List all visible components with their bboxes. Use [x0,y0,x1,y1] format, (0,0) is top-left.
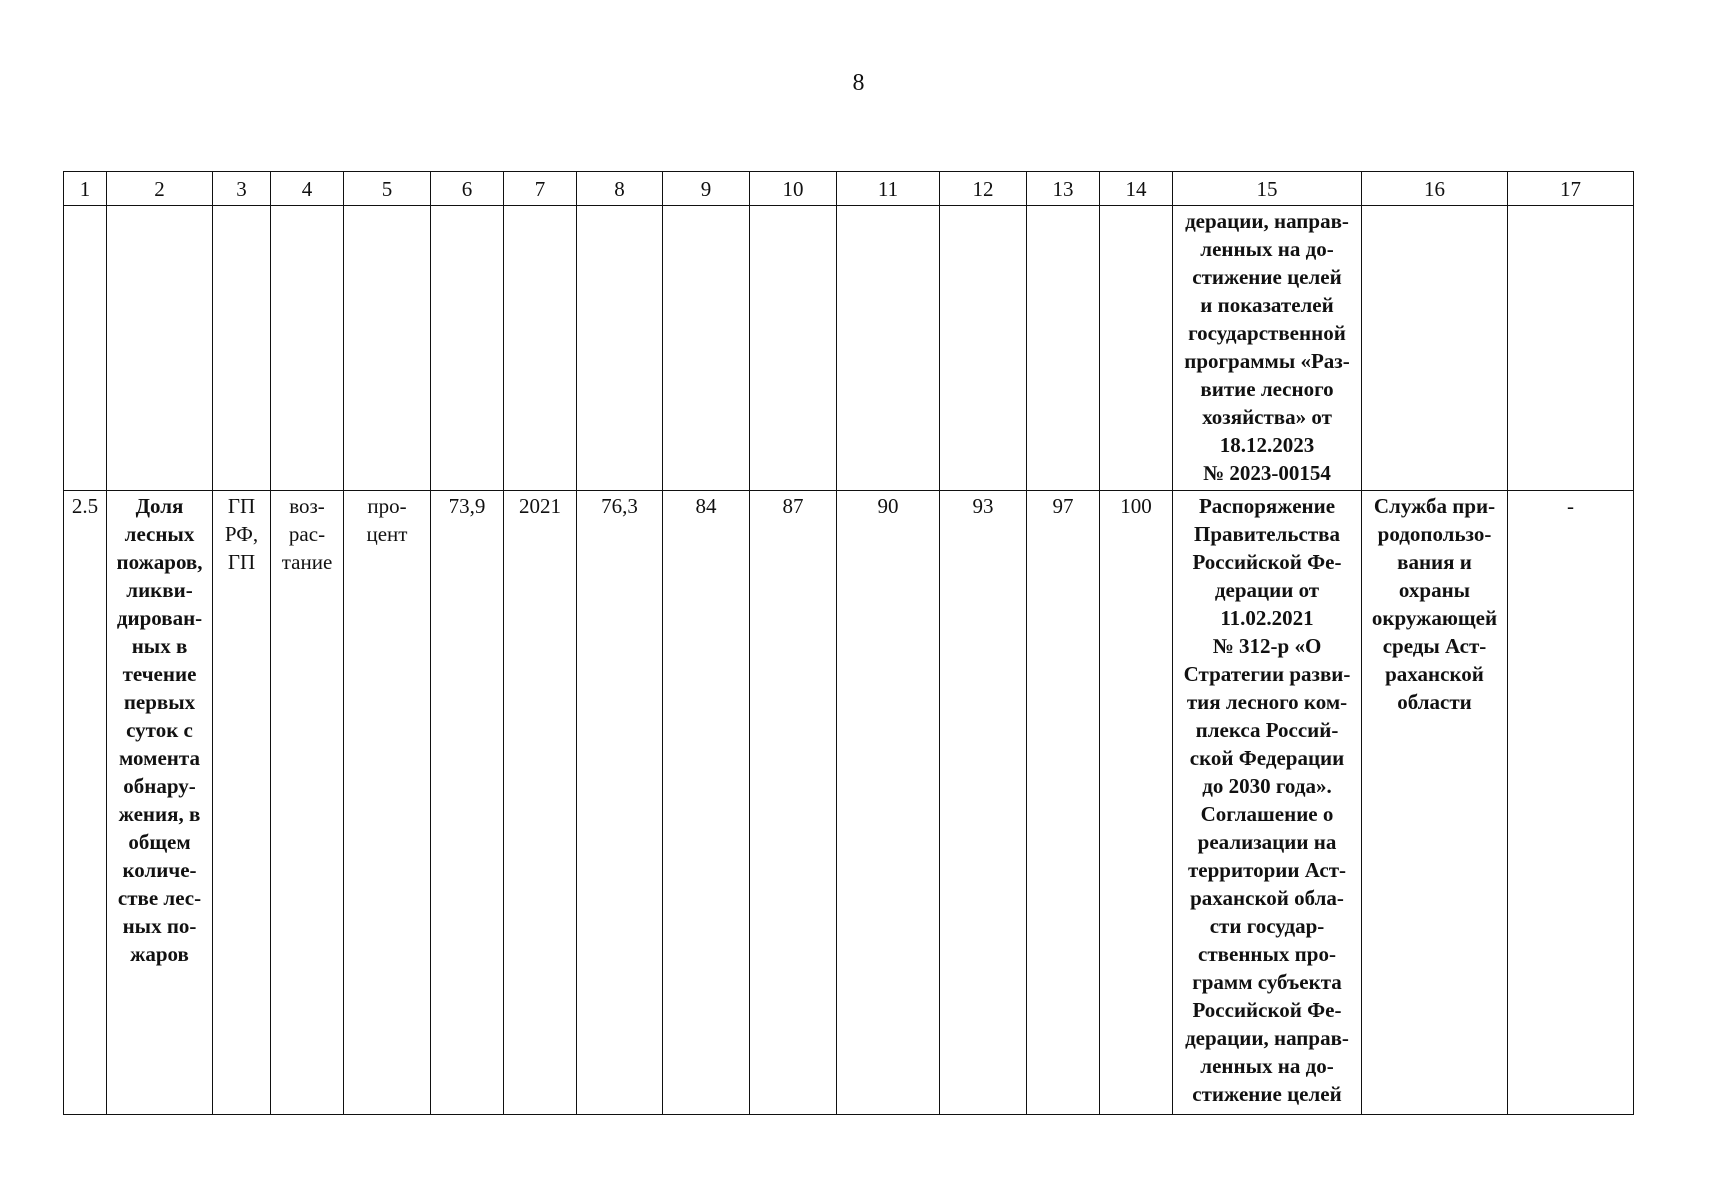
empty-cell [750,206,837,491]
header-cell: 15 [1173,172,1362,206]
empty-cell [577,206,663,491]
indicators-table [63,171,1634,1115]
responsible-cell: Служба при- родопользо- вания и охраны окружающей среды Аст- раханской области [1362,491,1508,1115]
value-cell: 84 [663,491,750,1115]
empty-cell [940,206,1027,491]
value-cell: 76,3 [577,491,663,1115]
continuation-row [64,206,1634,491]
base-year-cell: 2021 [504,491,577,1115]
col17-cell: - [1508,491,1634,1115]
page-number: 8 [852,70,865,96]
empty-cell [1027,206,1100,491]
empty-cell [1508,206,1634,491]
document-continuation-cell: дерации, направ- ленных на до- стижение целей и показателей государственной программы «Раз- витие лесного хозяйства» от 18.12.2023 № 2023-00154 [1173,206,1362,491]
document-cell: Распоряжение Правительства Российской Фе- дерации от 11.02.2021 № 312-р «О Стратегии разви- тия лесного ком- плекса Россий- ской Федерации до 2030 года». Соглашение о реализации на территории Аст- раханской обла- сти государ- ственных про- грамм субъекта Российской Фе- дерации, направ- ленных на до- стижение целей [1173,491,1362,1115]
header-cell: 14 [1100,172,1173,206]
trend-cell: воз- рас- тание [271,491,344,1115]
header-cell: 8 [577,172,663,206]
empty-cell [837,206,940,491]
empty-cell [1362,206,1508,491]
header-cell: 12 [940,172,1027,206]
empty-cell [504,206,577,491]
header-cell: 7 [504,172,577,206]
header-cell: 6 [431,172,504,206]
value-cell: 100 [1100,491,1173,1115]
value-cell: 97 [1027,491,1100,1115]
value-cell: 87 [750,491,837,1115]
empty-cell [213,206,271,491]
empty-cell [663,206,750,491]
unit-cell: про- цент [344,491,431,1115]
header-cell: 11 [837,172,940,206]
header-row [64,172,1634,206]
header-cell: 5 [344,172,431,206]
table-row [64,491,1634,1115]
header-cell: 9 [663,172,750,206]
header-cell: 16 [1362,172,1508,206]
empty-cell [271,206,344,491]
empty-cell [1100,206,1173,491]
empty-cell [344,206,431,491]
level-cell: ГП РФ, ГП [213,491,271,1115]
header-cell: 3 [213,172,271,206]
header-cell: 2 [107,172,213,206]
header-cell: 1 [64,172,107,206]
value-cell: 93 [940,491,1027,1115]
header-cell: 10 [750,172,837,206]
base-value-cell: 73,9 [431,491,504,1115]
empty-cell [107,206,213,491]
header-cell: 13 [1027,172,1100,206]
row-number-cell: 2.5 [64,491,107,1115]
header-cell: 4 [271,172,344,206]
indicator-name-cell: Доля лесных пожаров, ликви- дирован- ных в течение первых суток с момента обнару- жения, в общем количе- стве лес- ных по- жаров [107,491,213,1115]
empty-cell [431,206,504,491]
value-cell: 90 [837,491,940,1115]
header-cell: 17 [1508,172,1634,206]
empty-cell [64,206,107,491]
